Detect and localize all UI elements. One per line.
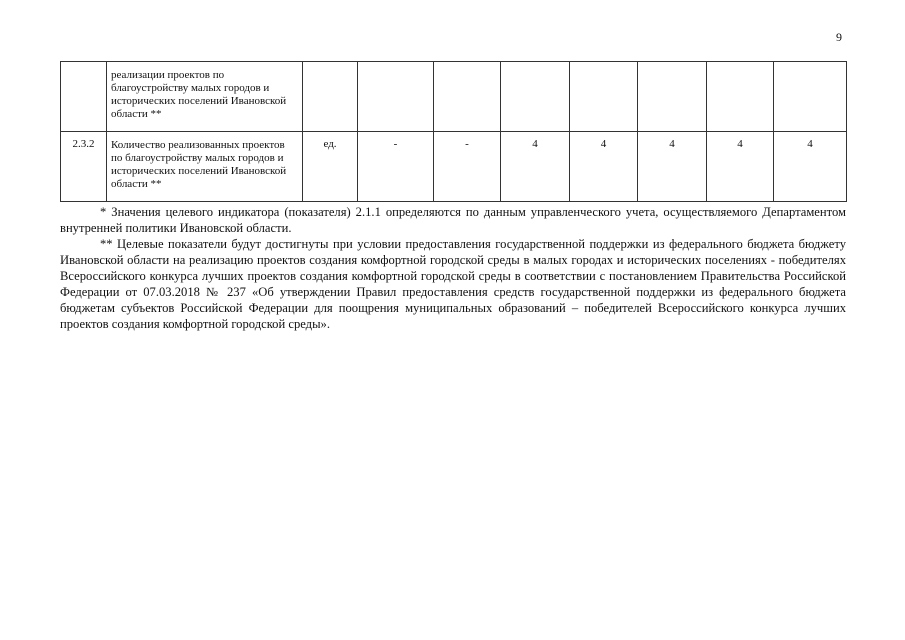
unit-cell xyxy=(303,62,358,132)
table-row xyxy=(61,132,847,202)
value-cell: - xyxy=(358,132,434,202)
value-cell xyxy=(358,62,434,132)
row-number xyxy=(61,62,107,132)
value-cell xyxy=(570,62,638,132)
value-cell xyxy=(434,62,501,132)
indicator-name: реализации проектов по благоустройству малых городов и исторических поселений Ивановской области ** xyxy=(107,62,303,132)
footnotes xyxy=(60,204,846,332)
indicator-name: Количество реализованных проектов по благоустройству малых городов и исторических поселений Ивановской области ** xyxy=(107,132,303,202)
row-number: 2.3.2 xyxy=(61,132,107,202)
unit-cell: ед. xyxy=(303,132,358,202)
value-cell xyxy=(707,62,774,132)
value-cell xyxy=(638,62,707,132)
table-row xyxy=(61,62,847,132)
value-cell xyxy=(501,62,570,132)
page-number: 9 xyxy=(836,30,842,44)
footnote-2: ** Целевые показатели будут достигнуты при условии предоставления государственной поддержки из федерального бюджета бюджету Ивановской области на реализацию проектов создания комфортной городской среды в малых городах и исторических поселениях - победителях Всероссийского конкурса лучших проектов создания комфортной городской среды в соответствии с постановлением Правительства Российской Федерации от 07.03.2018 № 237 «Об утверждении Правил предоставления средств государственной поддержки из федерального бюджета бюджетам субъектов Российской Федерации для поощрения муниципальных образований – победителей Всероссийского конкурса лучших проектов создания комфортной городской среды». xyxy=(60,237,846,331)
footnote-1: * Значения целевого индикатора (показателя) 2.1.1 определяются по данным управленческого учета, осуществляемого Департаментом внутренней политики Ивановской области. xyxy=(60,205,846,235)
value-cell: 4 xyxy=(774,132,847,202)
value-cell: - xyxy=(434,132,501,202)
value-cell: 4 xyxy=(638,132,707,202)
value-cell: 4 xyxy=(707,132,774,202)
value-cell xyxy=(774,62,847,132)
value-cell: 4 xyxy=(570,132,638,202)
value-cell: 4 xyxy=(501,132,570,202)
indicators-table xyxy=(60,61,847,202)
